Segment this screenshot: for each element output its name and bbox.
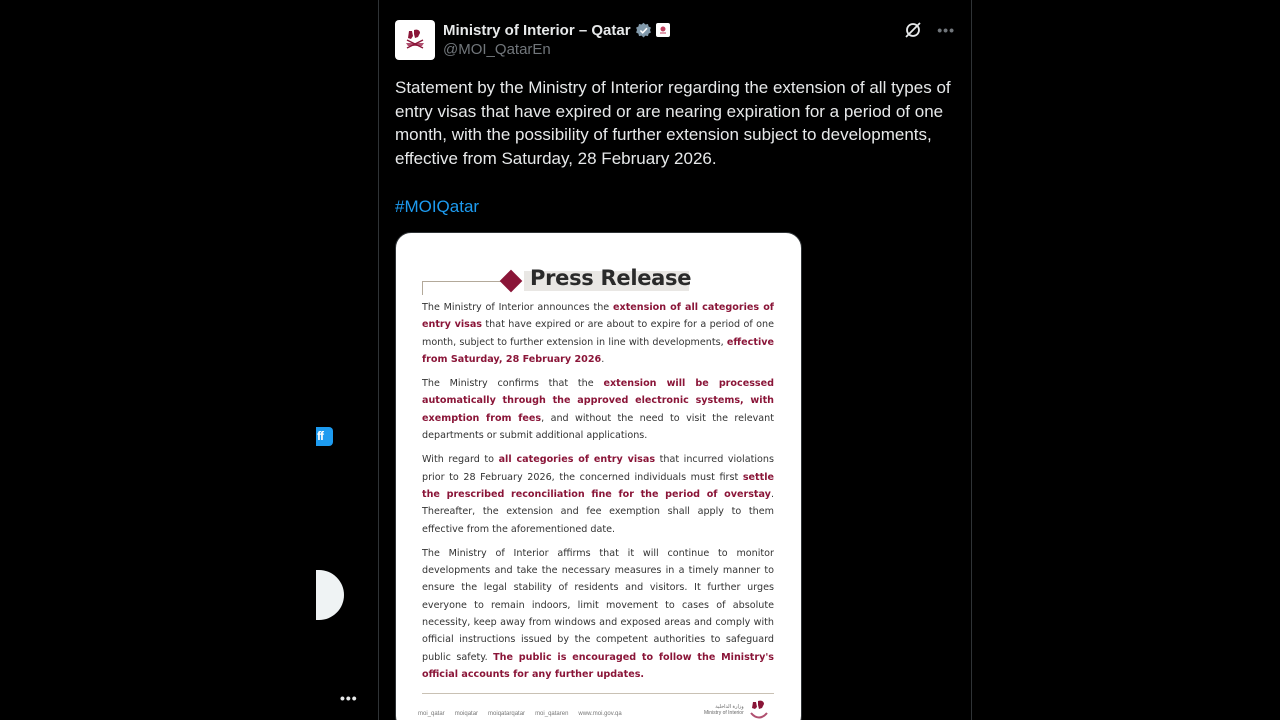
logo-text-ar: وزارة الداخلية	[715, 704, 744, 710]
decorative-line	[422, 281, 423, 295]
post-button[interactable]: ff	[316, 427, 333, 446]
text: The Ministry of Interior affirms that it will continue to monitor developments and take the necessary measures in a timely manner to ensure the legal stability of residents and visitors. It further urges everyone to remain indoors, limit movement to cases of absolute necessity, keep away from windows and exposed areas and comply with official instructions issued by the competent authorities to safeguard public safety.	[422, 547, 774, 663]
decorative-line	[422, 281, 512, 282]
highlight-text: extension of all categories of entry visas	[422, 302, 774, 331]
logo-text-en: Ministry of Interior	[704, 710, 744, 716]
left-sidebar	[0, 0, 378, 720]
text: With regard to	[422, 454, 499, 466]
text: The Ministry confirms that the	[422, 378, 604, 390]
text: .	[601, 353, 605, 365]
text: The Ministry of Interior announces the	[422, 302, 614, 313]
footer-link: moiqatar	[454, 711, 479, 717]
press-release-body	[422, 299, 774, 690]
highlight-text: settle the prescribed reconciliation fine for the period of overstay	[422, 471, 774, 500]
moi-emblem-icon	[748, 699, 770, 720]
author-handle[interactable]: @MOI_QatarEn	[443, 41, 551, 58]
paragraph	[422, 451, 774, 537]
press-release-title: Press Release	[530, 266, 692, 290]
diamond-icon	[500, 270, 523, 293]
moi-logo	[704, 699, 770, 720]
author-names	[443, 20, 670, 60]
tweet-detail-column	[378, 0, 972, 720]
more-options-icon[interactable]: •••	[340, 690, 358, 706]
footer-link: moiqatarqatar	[488, 711, 526, 717]
moi-emblem-icon	[402, 27, 428, 53]
author-display-name[interactable]: Ministry of Interior – Qatar	[443, 21, 631, 39]
text: . Thereafter, the extension and fee exemption shall apply to them effective from the aforementioned date.	[422, 488, 774, 535]
text: that incurred violations prior to 28 February 2026, the concerned individuals must first	[422, 454, 774, 483]
paragraph	[422, 545, 774, 683]
account-switcher-avatar[interactable]	[316, 570, 344, 620]
highlight-text: effective from Saturday, 28 February 2026	[422, 336, 774, 365]
affiliation-badge-icon[interactable]	[656, 23, 670, 37]
tweet-header-actions	[903, 20, 955, 40]
logo-text	[704, 704, 744, 716]
highlight-text: all categories of entry visas	[498, 454, 656, 466]
avatar[interactable]	[395, 20, 435, 60]
paragraph	[422, 299, 774, 368]
press-release-footer-links	[418, 711, 622, 717]
hashtag-link[interactable]: #MOIQatar	[395, 197, 480, 216]
highlight-text: The public is encouraged to follow the Ministry's official accounts for any further updates.	[422, 651, 774, 680]
text: that have expired or are about to expire for a period of one month, subject to further extension in line with developments,	[422, 319, 774, 348]
footer-link: www.moi.gov.qa	[578, 711, 622, 717]
tweet-header	[395, 20, 955, 60]
grok-icon[interactable]	[903, 20, 923, 40]
verified-badge-icon[interactable]	[635, 22, 652, 39]
paragraph	[422, 375, 774, 444]
footer-link: moi_qatar	[418, 711, 445, 717]
more-icon[interactable]: •••	[937, 22, 955, 38]
highlight-text: extension will be processed automatically through the approved electronic systems, with exemption from fees	[422, 378, 774, 424]
text: , and without the need to visit the relevant departments or submit additional applications.	[422, 412, 774, 442]
tweet-text: Statement by the Ministry of Interior regarding the extension of all types of entry visas that have expired or are nearing expiration for a period of one month, with the possibility of further extension subject to developments, effective from Saturday, 28 February 2026.	[395, 78, 951, 168]
press-release-image[interactable]	[395, 232, 802, 720]
divider	[422, 693, 774, 694]
footer-link: moi_qataren	[535, 711, 569, 717]
